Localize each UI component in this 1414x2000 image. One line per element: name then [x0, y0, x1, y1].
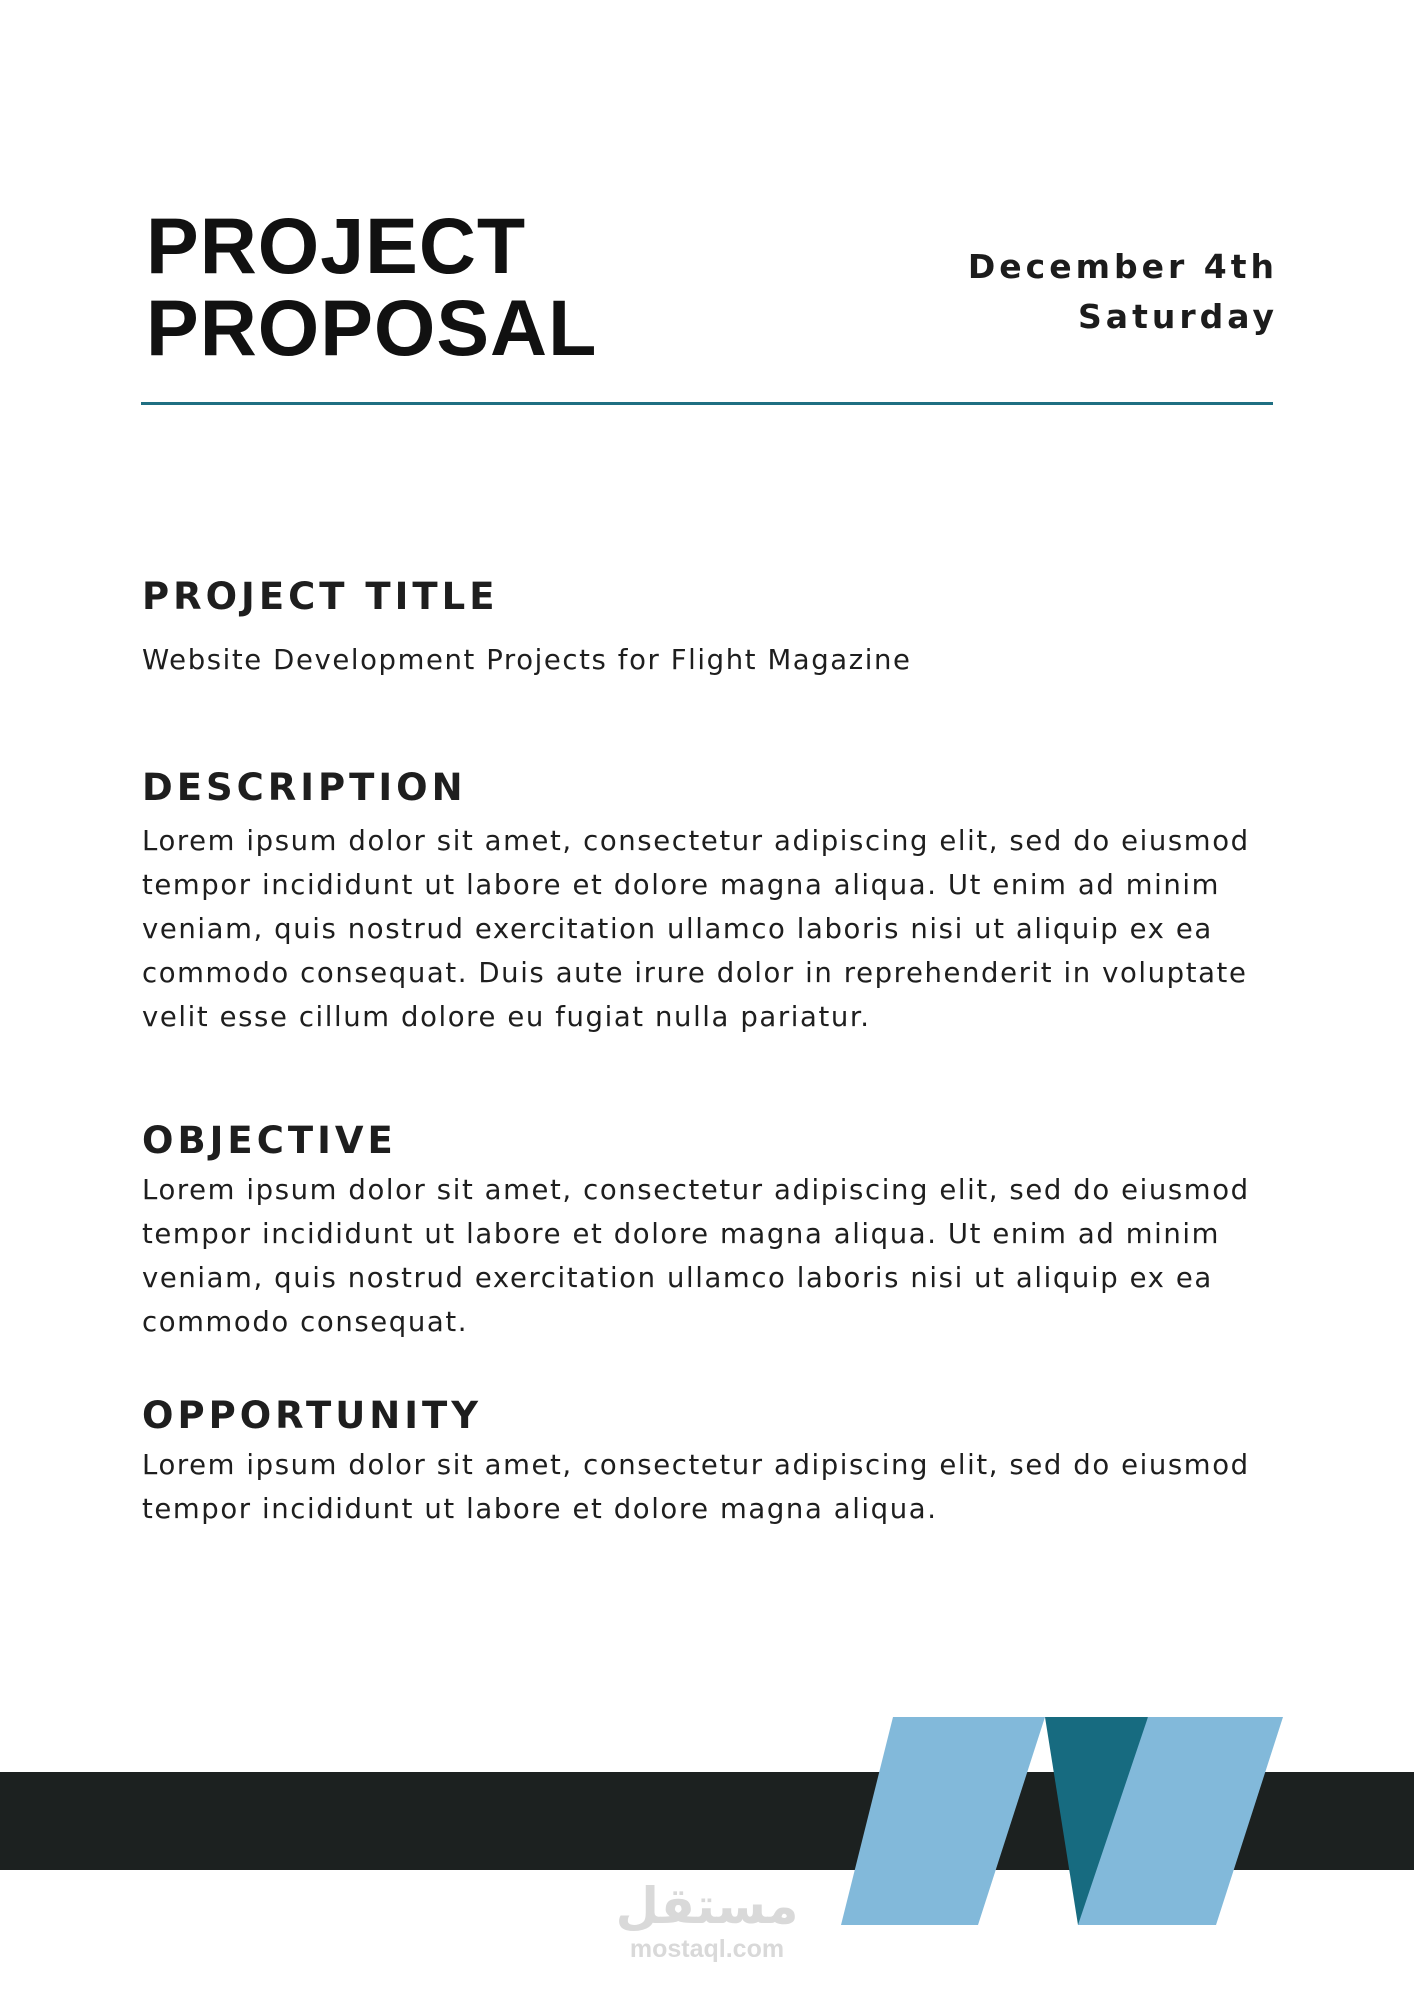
opportunity-heading: OPPORTUNITY: [142, 1394, 483, 1437]
weekday-text: Saturday: [1078, 297, 1278, 336]
objective-text: Lorem ipsum dolor sit amet, consectetur adipiscing elit, sed do eiusmod tempor incididunt ut labore et dolore magna aliqua. Ut enim ad minim veniam, quis nostrud exercitation ullamco laboris nisi ut aliquip ex ea commodo consequat.: [142, 1174, 1250, 1338]
project-title-section: [142, 574, 1292, 682]
description-heading: DESCRIPTION: [142, 766, 467, 809]
title-line-1: PROJECT: [146, 201, 527, 290]
description-text: Lorem ipsum dolor sit amet, consectetur adipiscing elit, sed do eiusmod tempor incididunt ut labore et dolore magna aliqua. Ut enim ad minim veniam, quis nostrud exercitation ullamco laboris nisi ut aliquip ex ea commodo consequat. Duis aute irure dolor in reprehenderit in voluptate velit esse cillum dolore eu fugiat nulla pariatur.: [142, 825, 1250, 1033]
objective-heading: OBJECTIVE: [142, 1119, 397, 1162]
date-text: December 4th: [967, 247, 1278, 286]
watermark-domain: mostaql.com: [629, 1935, 785, 1963]
title-line-2: PROPOSAL: [146, 283, 598, 372]
description-section: [142, 765, 1292, 1039]
project-title-heading: PROJECT TITLE: [142, 575, 499, 618]
document-title: [146, 201, 598, 372]
opportunity-section: [142, 1393, 1292, 1531]
date-block: [968, 242, 1278, 342]
header-divider: [141, 402, 1273, 405]
watermark-arabic: مستقل: [615, 1877, 799, 1935]
project-title-text: Website Development Projects for Flight Magazine: [142, 644, 912, 676]
watermark-logo: [600, 1878, 814, 1964]
objective-section: [142, 1118, 1292, 1344]
opportunity-text: Lorem ipsum dolor sit amet, consectetur adipiscing elit, sed do eiusmod tempor incididunt ut labore et dolore magna aliqua.: [142, 1449, 1250, 1525]
